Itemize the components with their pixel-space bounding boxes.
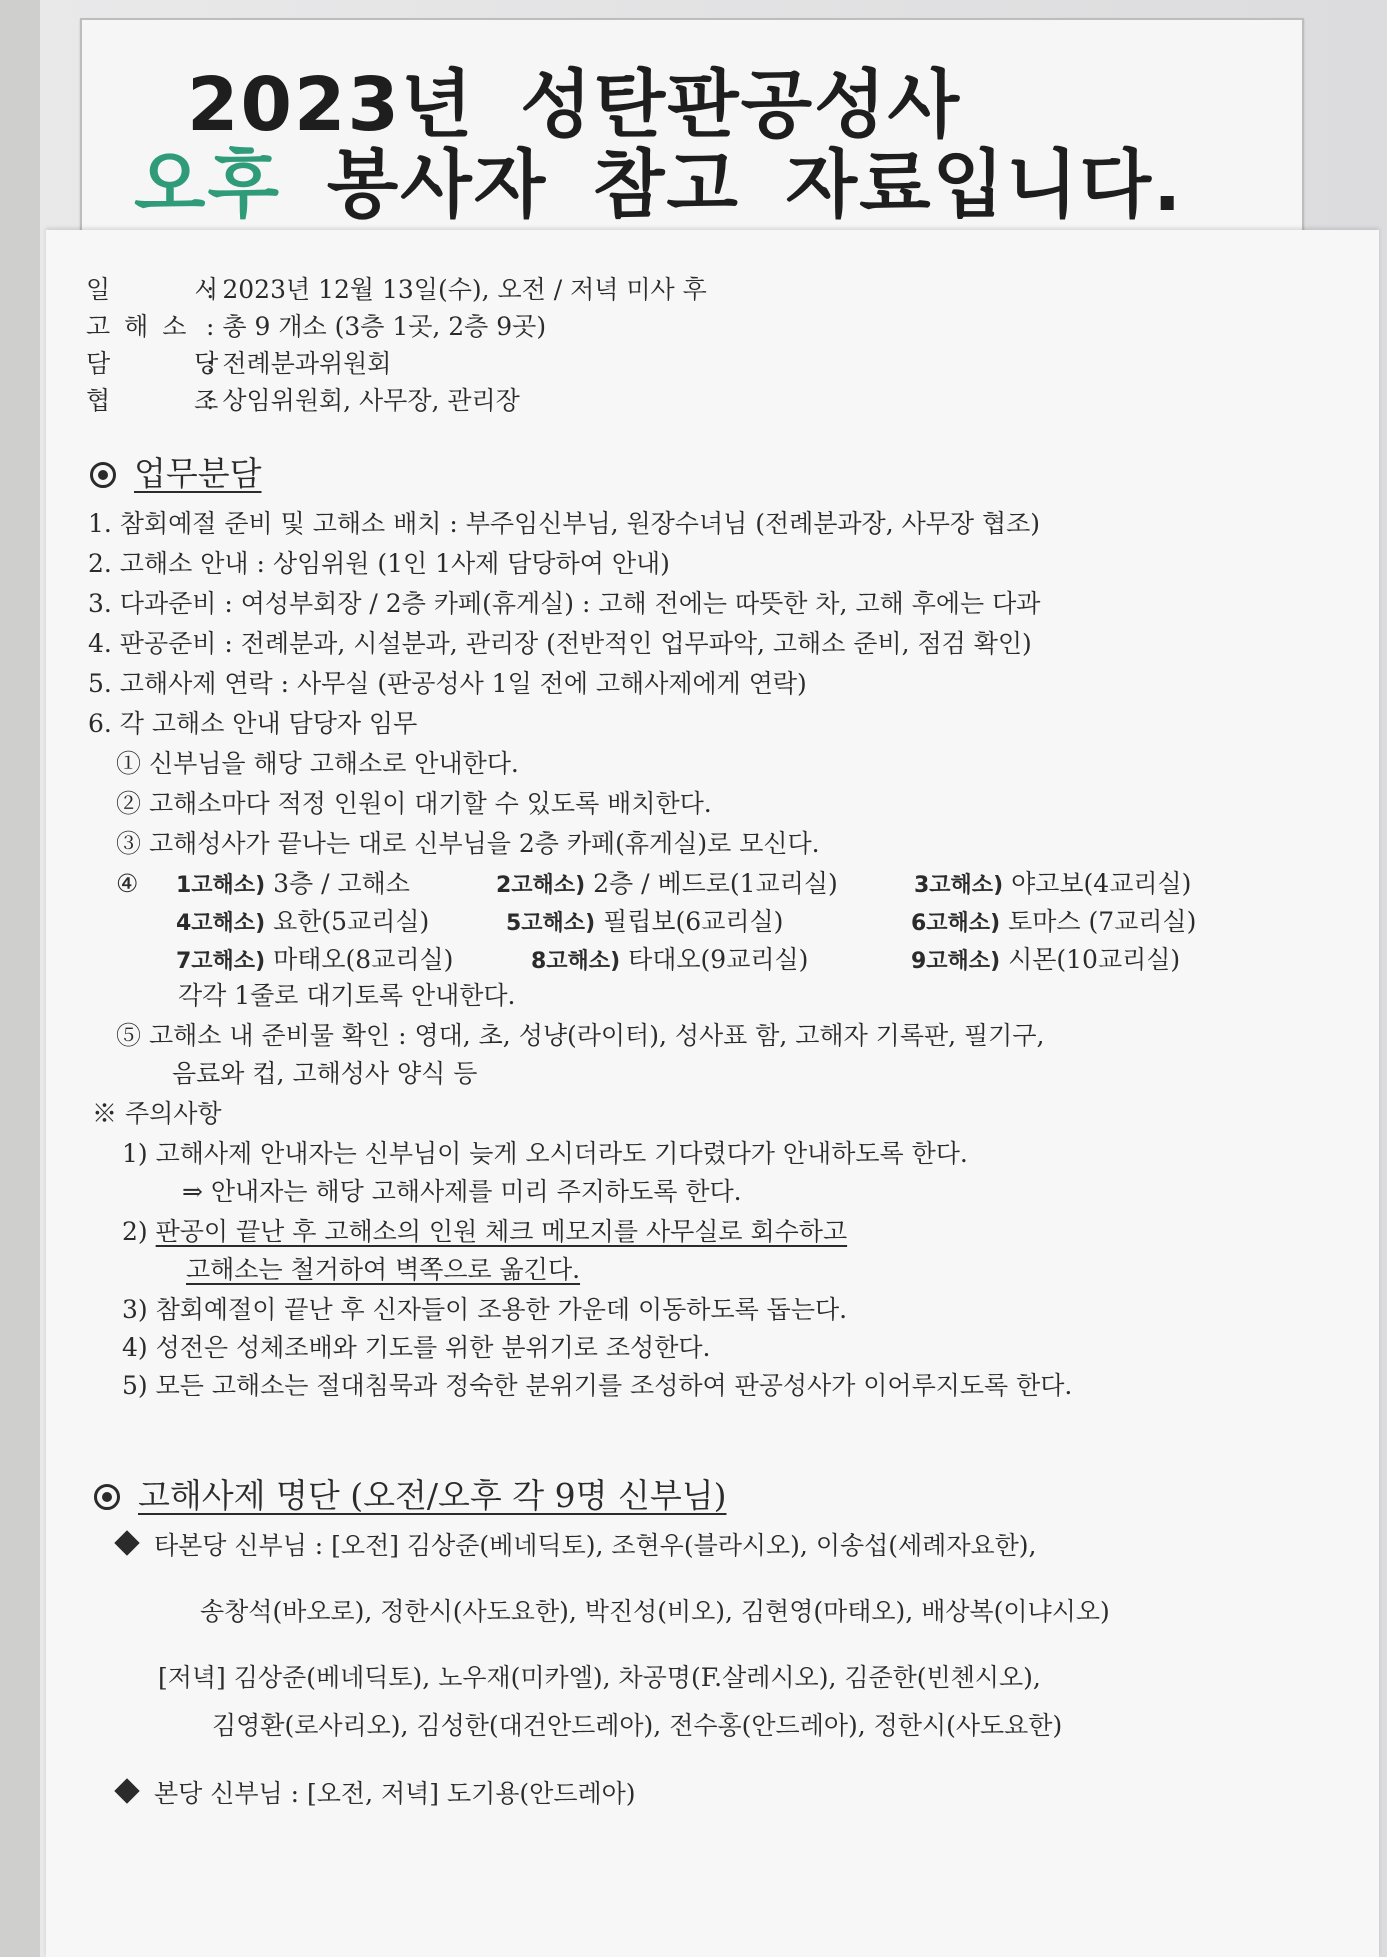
info-value: : 전례분과위원회 xyxy=(206,349,392,378)
duty-item: 1. 참회예절 준비 및 고해소 배치 : 부주임신부님, 원장수녀님 (전례분과장, 사무장 협조) xyxy=(88,509,1041,538)
banner xyxy=(82,18,1298,228)
booth-entry: 8고해소) 타대오(9교리실) xyxy=(531,945,809,974)
duty-item: 3. 다과준비 : 여성부회장 / 2층 카페(휴게실) : 고해 전에는 따뜻한 차, 고해 후에는 다과 xyxy=(88,589,1041,618)
duty-item: 6. 각 고해소 안내 담당자 임무 xyxy=(88,709,418,738)
info-label: 일 시 xyxy=(86,275,257,304)
info-row-date xyxy=(86,274,707,306)
info-row-booths xyxy=(86,311,546,343)
booth-entry: 1고해소) 3층 / 고해소 xyxy=(176,869,410,898)
booth-entry: 2고해소) 2층 / 베드로(1교리실) xyxy=(496,869,838,898)
info-label: 고해소 xyxy=(86,312,201,341)
booth-entry: 7고해소) 마태오(8교리실) xyxy=(176,945,454,974)
info-row-charge xyxy=(86,348,391,380)
priest-list-line: 본당 신부님 : [오전, 저녁] 도기용(안드레아) xyxy=(118,1778,636,1810)
guide-task: ⑤ 고해소 내 준비물 확인 : 영대, 초, 성냥(라이터), 성사표 함, 고해자 기록판, 필기구, xyxy=(116,1021,1045,1050)
info-label: 담 당 xyxy=(86,349,257,378)
filled-circle-bullet-icon xyxy=(94,1484,120,1510)
booth-entry: 5고해소) 필립보(6교리실) xyxy=(506,907,784,936)
underlined-note: 고해소는 철거하여 벽쪽으로 옮긴다. xyxy=(186,1255,581,1284)
section-priests-heading xyxy=(94,1476,726,1516)
booth-entry: 4고해소) 요한(5교리실) xyxy=(176,907,430,936)
filled-circle-bullet-icon xyxy=(90,462,116,488)
banner-subtitle-rest: 봉사자 참고 자료입니다. xyxy=(326,142,1184,228)
priest-list-line: 송창석(바오로), 정한시(사도요한), 박진성(비오), 김현영(마태오), 배상복(이냐시오) xyxy=(200,1597,1110,1626)
booth-entry: 3고해소) 야고보(4교리실) xyxy=(914,869,1192,898)
info-label: 협 조 xyxy=(86,386,257,415)
booth-entry: 9고해소) 시몬(10교리실) xyxy=(911,945,1181,974)
guide-task: ③ 고해성사가 끝나는 대로 신부님을 2층 카페(휴게실)로 모신다. xyxy=(116,829,820,858)
diamond-bullet-icon xyxy=(114,1778,139,1803)
note-item-continued xyxy=(186,1254,580,1286)
note-item: 4) 성전은 성체조배와 기도를 위한 분위기로 조성한다. xyxy=(122,1333,711,1362)
banner-title: 2023년 성탄판공성사 xyxy=(187,62,962,148)
booth-entry: 6고해소) 토마스 (7교리실) xyxy=(911,907,1197,936)
note-item: 5) 모든 고해소는 절대침묵과 정숙한 분위기를 조성하여 판공성사가 이어루지도록 한다. xyxy=(122,1371,1073,1400)
duty-item: 5. 고해사제 연락 : 사무실 (판공성사 1일 전에 고해사제에게 연락) xyxy=(88,669,807,698)
note-item: 1) 고해사제 안내자는 신부님이 늦게 오시더라도 기다렸다가 안내하도록 한다. xyxy=(122,1139,968,1168)
note-item: 3) 참회예절이 끝난 후 신자들이 조용한 가운데 이동하도록 돕는다. xyxy=(122,1295,848,1324)
underlined-note: 판공이 끝난 후 고해소의 인원 체크 메모지를 사무실로 회수하고 xyxy=(155,1217,848,1246)
duty-item: 2. 고해소 안내 : 상임위원 (1인 1사제 담당하여 안내) xyxy=(88,549,670,578)
note-item: 2) 판공이 끝난 후 고해소의 인원 체크 메모지를 사무실로 회수하고 xyxy=(122,1217,848,1246)
note-subitem: ⇒ 안내자는 해당 고해사제를 미리 주지하도록 한다. xyxy=(182,1177,742,1206)
info-row-cooperation xyxy=(86,385,520,417)
info-value: : 상임위원회, 사무장, 관리장 xyxy=(206,386,520,415)
info-value: : 총 9 개소 (3층 1곳, 2층 9곳) xyxy=(206,312,547,341)
banner-subtitle xyxy=(134,126,1183,232)
diamond-bullet-icon xyxy=(114,1530,139,1555)
banner-accent-text: 오후 xyxy=(134,142,281,228)
priest-list-line: 김영환(로사리오), 김성한(대건안드레아), 전수홍(안드레아), 정한시(사도요한) xyxy=(212,1711,1063,1740)
duty-item: 4. 판공준비 : 전례분과, 시설분과, 관리장 (전반적인 업무파악, 고해소 준비, 점검 확인) xyxy=(88,629,1032,658)
section-title: 고해사제 명단 (오전/오후 각 9명 신부님) xyxy=(138,1476,727,1515)
document-sheet xyxy=(46,230,1379,1957)
booth-note: 각각 1줄로 대기토록 안내한다. xyxy=(178,981,516,1010)
section-title: 업무분담 xyxy=(134,454,262,493)
notes-heading: ※ 주의사항 xyxy=(92,1099,222,1128)
priest-list-line: [저녁] 김상준(베네딕토), 노우재(미카엘), 차공명(F.살레시오), 김준한(빈첸시오), xyxy=(158,1663,1041,1692)
guide-task-continued: 음료와 컵, 고해성사 양식 등 xyxy=(172,1059,478,1088)
info-value: : 2023년 12월 13일(수), 오전 / 저녁 미사 후 xyxy=(206,275,707,304)
guide-task: ② 고해소마다 적정 인원이 대기할 수 있도록 배치한다. xyxy=(116,789,712,818)
section-duties-heading xyxy=(90,454,262,494)
guide-task: ① 신부님을 해당 고해소로 안내한다. xyxy=(116,749,519,778)
priest-list-line: 타본당 신부님 : [오전] 김상준(베네딕토), 조현우(블라시오), 이송섭(세례자요한), xyxy=(118,1530,1036,1562)
booth-marker: ④ xyxy=(116,869,139,898)
